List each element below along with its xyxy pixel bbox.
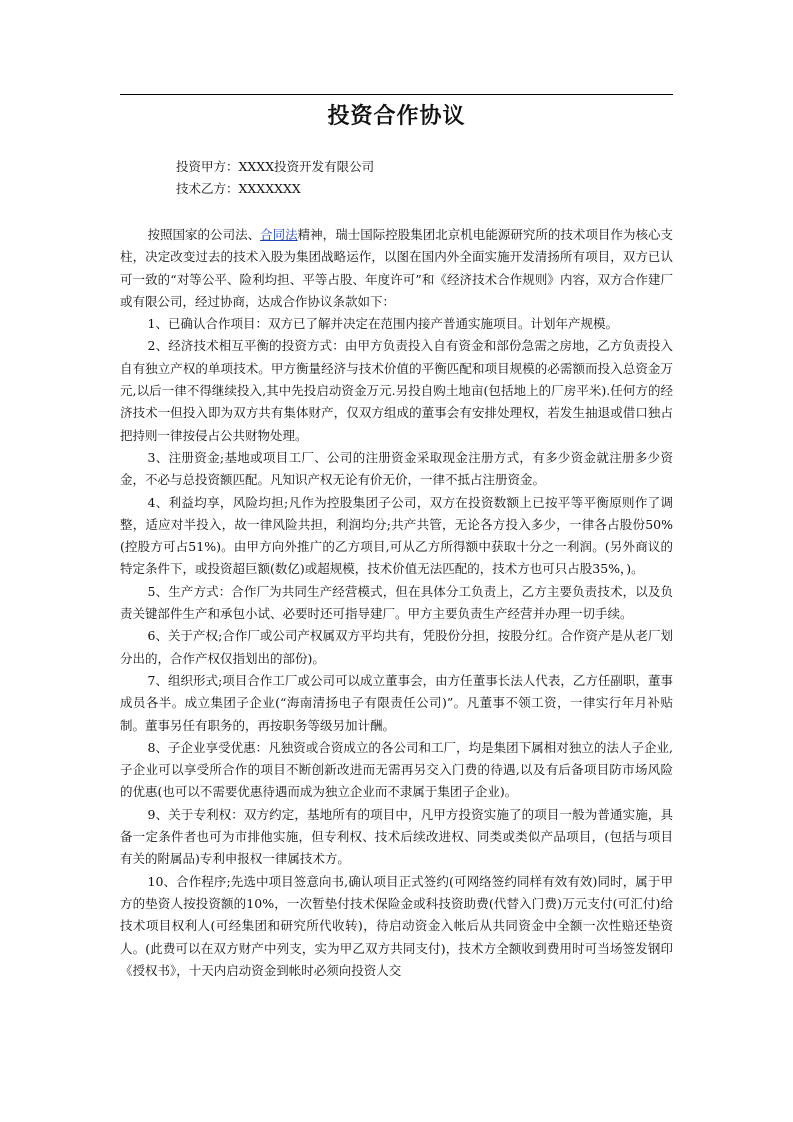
clause-3: 3、注册资金;基地或项目工厂、公司的注册资金采取现金注册方式，有多少资金就注册多少资金，不必与总投资额匹配。凡知识产权无论有价无价，一律不抵占注册资金。 bbox=[120, 449, 673, 488]
clause-10: 10、合作程序;先选中项目签意向书,确认项目正式签约(可网络签约同样有效有效)同时，属于甲方的垫资人按投资额的10%，一次暂垫付技术保险金或科技资助费(代替入门费)万元支付(可汇付)给技术项目权利人(可经集团和研究所代收转)，待启动资金入帐后从共同资金中全额一次性赔还垫资人。(此费可以在双方财产中列支，实为甲乙双方共同支付)，技术方全额收到费用时可当场签发钢印《授权书》，十天内启动资金到帐时必须向投资人交 bbox=[120, 873, 673, 978]
clause-2: 2、经济技术相互平衡的投资方式：由甲方负责投入自有资金和部份急需之房地，乙方负责投入自有独立产权的单项技术。甲方衡量经济与技术价值的平衡匹配和项目规模的必需额而投入总资金万元,以后一律不得继续投入,其中先投启动资金万元.另投自购土地亩(包括地上的厂房平米).任何方的经济技术一但投入即为双方共有集体财产，仅双方组成的董事会有安排处理权，若发生抽退或借口独占把持则一律按侵占公共财物处理。 bbox=[120, 338, 673, 443]
intro-text-before: 按照国家的公司法、 bbox=[147, 227, 261, 242]
clause-9: 9、关于专利权：双方约定，基地所有的项目中，凡甲方投资实施了的项目一般为普通实施，具备一定条件者也可为市排他实施，但专利权、技术后续改进权、同类或类似产品项目，(包括与项目有关的附属品)专利申报权一律属技术方。 bbox=[120, 806, 673, 867]
intro-paragraph bbox=[120, 224, 673, 313]
clause-4: 4、利益均享，风险均担;凡作为控股集团子公司，双方在投资数额上已按平等平衡原则作了调整，适应对半投入，故一律风险共担，利润均分;共产共管，无论各方投入多少，一律各占股份50%(控股方可占51%)。由甲方向外推广的乙方项目,可从乙方所得额中获取十分之一利润。(另外商议的特定条件下，或投资超巨额(数亿)或超规模，技术价值无法匹配的，技术方也可只占股35%，)。 bbox=[120, 494, 673, 577]
clause-5: 5、生产方式：合作厂为共同生产经营模式，但在具体分工负责上，乙方主要负责技术，以及负责关键部件生产和承包小试、必要时还可指导建厂。甲方主要负责生产经营并办理一切手续。 bbox=[120, 583, 673, 622]
clause-6: 6、关于产权;合作厂或公司产权属双方平均共有，凭股份分担，按股分红。合作资产是从老厂划分出的，合作产权仅指划出的部份)。 bbox=[120, 628, 673, 666]
contract-law-link[interactable]: 合同法 bbox=[260, 227, 298, 242]
party-b: 技术乙方：XXXXXXX bbox=[176, 181, 301, 196]
agreement-body bbox=[120, 224, 673, 982]
parties-block bbox=[176, 156, 374, 200]
party-a: 投资甲方：XXXX投资开发有限公司 bbox=[176, 159, 375, 174]
header-rule bbox=[120, 94, 673, 95]
clause-7: 7、组织形式;项目合作工厂或公司可以成立董事会，由方任董事长法人代表，乙方任副职，董事成员各半。成立集团子企业(“海南清扬电子有限责任公司)”。凡董事不领工资，一律实行年月补贴制。董事另任有职务的，再按职务等级另加计酬。 bbox=[120, 672, 673, 733]
intro-text-after: 精神，瑞士国际控股集团北京机电能源研究所的技术项目作为核心支柱，决定改变过去的技术入股为集团战略运作，以图在国内外全面实施开发清扬所有项目，双方已认可一致的“对等公平、险利均担、平等占股、年度许可”和《经济技术合作规则》内容，双方合作建厂或有限公司，经过协商，达成合作协议条款如下： bbox=[120, 227, 673, 309]
document-title: 投资合作协议 bbox=[327, 104, 466, 129]
clause-1: 1、已确认合作项目：双方已了解并决定在范围内接产普通实施项目。计划年产规模。 bbox=[147, 316, 618, 332]
clause-8: 8、子企业享受优惠：凡独资或合资成立的各公司和工厂，均是集团下属相对独立的法人子企业,子企业可以享受所合作的项目不断创新改进而无需再另交入门费的待遇,以及有后备项目防市场风险的优惠(也可以不需要优惠待遇而成为独立企业而不隶属于集团子企业)。 bbox=[120, 739, 673, 800]
